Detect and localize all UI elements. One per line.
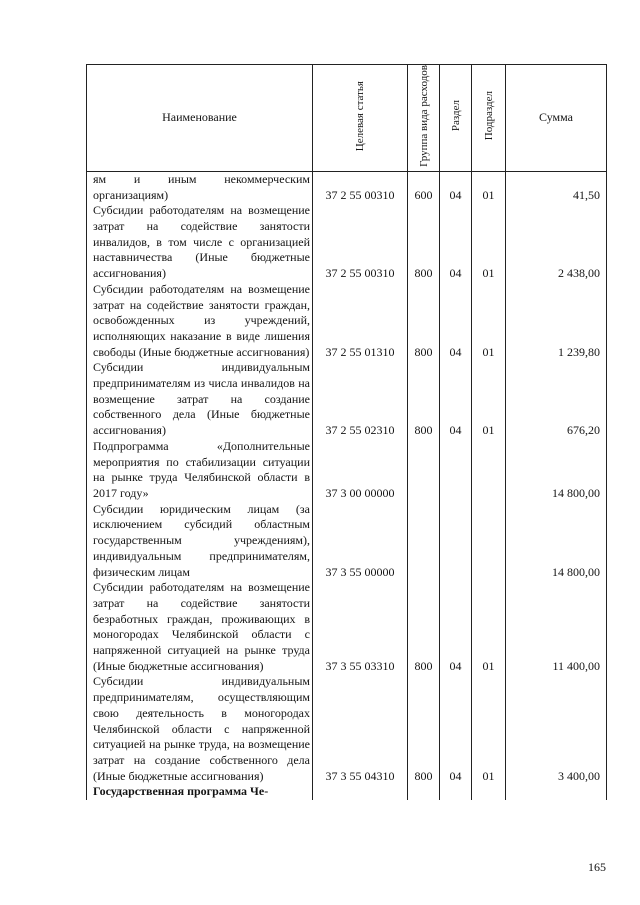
cell-article: 37 2 55 01310: [313, 282, 408, 361]
cell-section: [440, 784, 472, 800]
cell-sum: 1 239,80: [506, 282, 607, 361]
cell-article: 37 2 55 02310: [313, 360, 408, 439]
cell-section: [440, 502, 472, 581]
cell-name: Субсидии работодателям на возмещение затрат на содействие занятости безработных граждан, проживающих в моногородах Челябинской области с напряженной ситуацией на рынке труда (Иные бюджетные ассигнования): [87, 580, 313, 674]
cell-sum: 2 438,00: [506, 203, 607, 282]
cell-article: 37 3 55 03310: [313, 580, 408, 674]
header-group-label: Группа вида расходов: [417, 65, 430, 167]
table-row: [87, 502, 607, 581]
cell-subsection: 01: [472, 171, 506, 203]
table-row: [87, 203, 607, 282]
table-body: [87, 171, 607, 800]
table-row: [87, 580, 607, 674]
cell-sum: 11 400,00: [506, 580, 607, 674]
cell-group: 800: [408, 360, 440, 439]
cell-sum: 3 400,00: [506, 674, 607, 784]
header-section: [440, 65, 472, 172]
cell-subsection: [472, 439, 506, 502]
cell-subsection: 01: [472, 282, 506, 361]
cell-group: [408, 502, 440, 581]
cell-subsection: 01: [472, 203, 506, 282]
header-article-label: Целевая статья: [354, 80, 366, 152]
cell-name: Субсидии индивидуальным предпринимателям, осуществляющим свою деятельность в моногородах Челябинской области с напряженной ситуацией на рынке труда, на возмещение затрат на создание собственного дела (Иные бюджетные ассигнования): [87, 674, 313, 784]
cell-section: 04: [440, 360, 472, 439]
cell-sum: 14 800,00: [506, 439, 607, 502]
cell-group: 800: [408, 203, 440, 282]
cell-sum: 676,20: [506, 360, 607, 439]
cell-section: 04: [440, 171, 472, 203]
page-number: 165: [588, 860, 606, 874]
cell-article: 37 3 55 00000: [313, 502, 408, 581]
budget-table: [86, 64, 607, 800]
table-header: [87, 65, 607, 172]
cell-article: 37 2 55 00310: [313, 171, 408, 203]
cell-name: ям и иным некоммерческим организациям): [87, 171, 313, 203]
cell-article: 37 2 55 00310: [313, 203, 408, 282]
cell-section: 04: [440, 674, 472, 784]
cell-article: [313, 784, 408, 800]
header-name: Наименование: [87, 65, 313, 172]
cell-name: Субсидии работодателям на возмещение затрат на содействие занятости инвалидов, в том числе с организацией наставничества (Иные бюджетные ассигнования): [87, 203, 313, 282]
cell-name: Подпрограмма «Дополнительные мероприятия по стабилизации ситуации на рынке труда Челябинской области в 2017 году»: [87, 439, 313, 502]
cell-sum: [506, 784, 607, 800]
cell-subsection: [472, 502, 506, 581]
cell-section: [440, 439, 472, 502]
table-row: [87, 674, 607, 784]
cell-name: Субсидии юридическим лицам (за исключением субсидий областным государственным учреждениям), индивидуальным предпринимателям, физическим лицам: [87, 502, 313, 581]
cell-subsection: 01: [472, 674, 506, 784]
header-subsection: [472, 65, 506, 172]
cell-group: 800: [408, 580, 440, 674]
header-section-label: Раздел: [449, 100, 462, 132]
cell-name: Субсидии работодателям на возмещение затрат на содействие занятости граждан, освобожденных из учреждений, исполняющих наказание в виде лишения свободы (Иные бюджетные ассигнования): [87, 282, 313, 361]
cell-name: Государственная программа Че-: [87, 784, 313, 800]
cell-group: 800: [408, 282, 440, 361]
cell-group: 600: [408, 171, 440, 203]
cell-article: 37 3 55 04310: [313, 674, 408, 784]
header-article: [313, 65, 408, 172]
table-row: [87, 282, 607, 361]
cell-group: [408, 439, 440, 502]
cell-section: 04: [440, 580, 472, 674]
table-row: [87, 439, 607, 502]
table-row: [87, 360, 607, 439]
cell-section: 04: [440, 282, 472, 361]
cell-subsection: 01: [472, 580, 506, 674]
header-group: [408, 65, 440, 172]
cell-name: Субсидии индивидуальным предпринимателям из числа инвалидов на возмещение затрат на создание собственного дела (Иные бюджетные ассигнования): [87, 360, 313, 439]
cell-subsection: 01: [472, 360, 506, 439]
table-row: [87, 171, 607, 203]
cell-sum: 41,50: [506, 171, 607, 203]
header-subsection-label: Подраздел: [482, 91, 495, 141]
cell-group: 800: [408, 674, 440, 784]
table-row: [87, 784, 607, 800]
cell-article: 37 3 00 00000: [313, 439, 408, 502]
cell-sum: 14 800,00: [506, 502, 607, 581]
cell-group: [408, 784, 440, 800]
cell-section: 04: [440, 203, 472, 282]
cell-subsection: [472, 784, 506, 800]
header-sum: Сумма: [506, 65, 607, 172]
